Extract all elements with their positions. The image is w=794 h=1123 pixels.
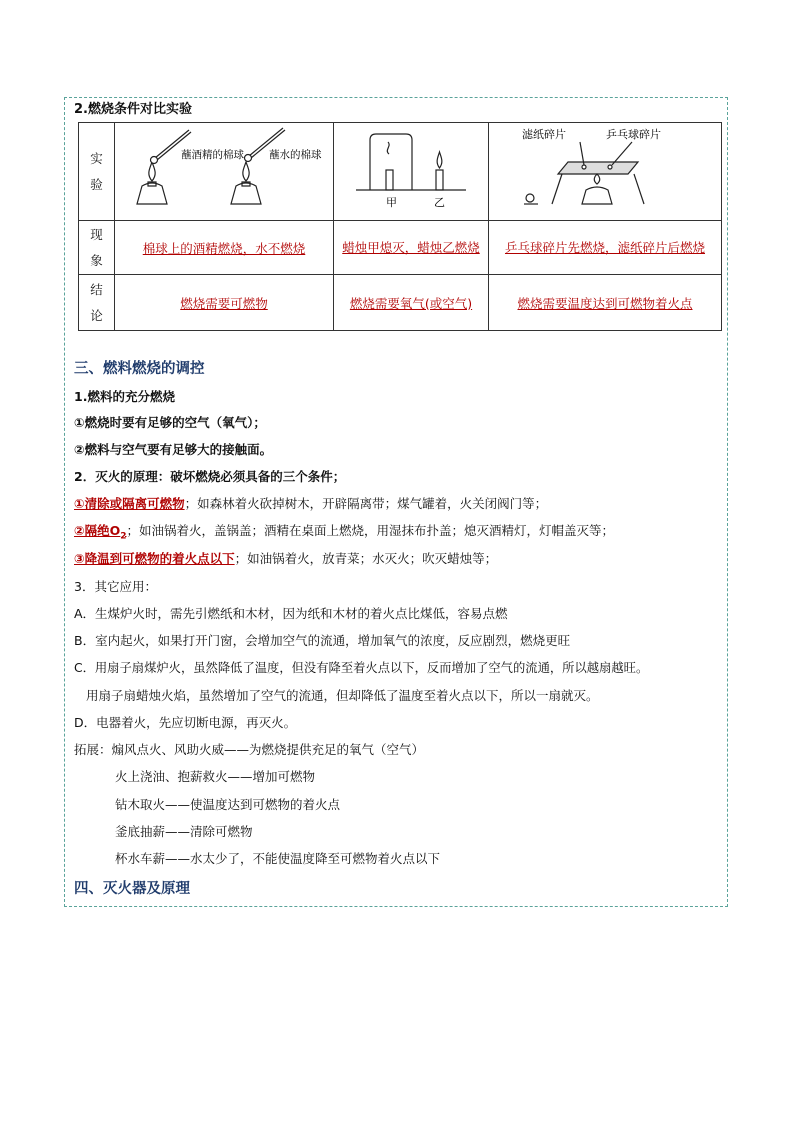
app-a: A．生煤炉火时，需先引燃纸和木材，因为纸和木材的着火点比煤低，容易点燃 bbox=[74, 606, 508, 621]
s3-p2: ①燃烧时要有足够的空气（氧气）； bbox=[74, 415, 266, 430]
extension-4: 釜底抽薪——清除可燃物 bbox=[115, 824, 253, 839]
candle-a bbox=[386, 170, 393, 190]
s3-p1: 1.燃料的充分燃烧 bbox=[74, 389, 175, 404]
lamp bbox=[582, 187, 612, 204]
smoke bbox=[387, 142, 389, 154]
copper-sheet bbox=[558, 162, 638, 174]
alcohol-lamp-2 bbox=[231, 162, 261, 204]
label-pingpong: 乒乓球碎片 bbox=[606, 128, 661, 141]
exp3-conclusion: 燃烧需要温度达到可燃物着火点 bbox=[489, 275, 722, 331]
paper-pingpong-figure bbox=[492, 124, 718, 216]
label-water-cotton: 蘸水的棉球 bbox=[269, 149, 322, 161]
method-1-key: ①清除或隔离可燃物 bbox=[74, 496, 185, 511]
exp1-image-cell bbox=[115, 123, 334, 221]
candle-b-flame bbox=[437, 152, 442, 168]
s3-p5: 3．其它应用： bbox=[74, 579, 157, 594]
extension-3: 钻木取火——使温度达到可燃物的着火点 bbox=[115, 797, 341, 812]
app-c: C．用扇子扇煤炉火，虽然降低了温度，但没有降至着火点以下，反而增加了空气的流通，所以越扇越旺。 bbox=[74, 661, 649, 675]
candle-beaker-figure bbox=[336, 124, 486, 216]
label-alcohol-cotton: 蘸酒精的棉球 bbox=[181, 149, 244, 161]
label-candle-b: 乙 bbox=[434, 196, 445, 209]
row-label-phenomenon: 现 象 bbox=[79, 221, 115, 275]
extension-5: 杯水车薪——水太少了，不能使温度降至可燃物着火点以下 bbox=[115, 851, 441, 866]
combustion-experiment-table bbox=[78, 122, 722, 331]
section2-title: 2.燃烧条件对比实验 bbox=[74, 102, 192, 117]
exp1-conclusion: 燃烧需要可燃物 bbox=[115, 275, 334, 331]
extension-1: 拓展：煽风点火、风助火威——为燃烧提供充足的氧气（空气） bbox=[74, 742, 425, 757]
row-label-experiment: 实 验 bbox=[79, 123, 115, 221]
s3-p4: 2．灭火的原理：破坏燃烧必须具备的三个条件； bbox=[74, 469, 346, 484]
exp3-image-cell bbox=[489, 123, 722, 221]
inverted-beaker bbox=[370, 134, 412, 190]
label-candle-a: 甲 bbox=[386, 196, 397, 209]
method-2-line bbox=[74, 521, 614, 542]
method-2-examples: ；如油锅着火，盖锅盖；酒精在桌面上燃烧，用湿抹布扑盖；熄灭酒精灯，灯帽盖灭等； bbox=[126, 523, 614, 538]
extension-2: 火上浇油、抱薪救火——增加可燃物 bbox=[115, 769, 316, 784]
app-b: B．室内起火，如果打开门窗，会增加空气的流通，增加氧气的浓度，反应剧烈，燃烧更旺 bbox=[74, 633, 571, 648]
method-3-key: ③降温到可燃物的着火点以下 bbox=[74, 551, 235, 566]
exp2-conclusion: 燃烧需要氧气(或空气) bbox=[334, 275, 489, 331]
label-filter-paper: 滤纸碎片 bbox=[522, 128, 566, 141]
app-d: D．电器着火，先应切断电源，再灭火。 bbox=[74, 715, 297, 730]
alcohol-water-cotton-figure bbox=[119, 124, 329, 216]
method-1-line bbox=[74, 494, 547, 512]
row-label-conclusion: 结 论 bbox=[79, 275, 115, 331]
tripod-leg bbox=[552, 174, 562, 204]
method-2-key: ②隔绝$O_2$ bbox=[74, 523, 127, 542]
exp3-phenomenon: 乒乓球碎片先燃烧，滤纸碎片后燃烧 bbox=[489, 221, 722, 275]
alcohol-lamp-1 bbox=[137, 162, 167, 204]
method-3-line bbox=[74, 549, 497, 567]
exp2-image-cell bbox=[334, 123, 489, 221]
s3-p3: ②燃料与空气要有足够大的接触面。 bbox=[74, 442, 273, 457]
method-1-examples: ；如森林着火砍掉树木，开辟隔离带；煤气罐着，火关闭阀门等； bbox=[184, 496, 548, 511]
exp1-phenomenon: 棉球上的酒精燃烧，水不燃烧 bbox=[115, 221, 334, 275]
app-c2: 用扇子扇蜡烛火焰，虽然增加了空气的流通，但却降低了温度至着火点以下，所以一扇就灭。 bbox=[86, 688, 599, 703]
section3-heading: 三、燃料燃烧的调控 bbox=[74, 361, 205, 377]
method-3-examples: ；如油锅着火，放青菜；水灭火；吹灭蜡烛等； bbox=[234, 551, 498, 566]
candle-b bbox=[436, 170, 443, 190]
section4-heading: 四、灭火器及原理 bbox=[74, 881, 190, 897]
exp2-phenomenon: 蜡烛甲熄灭，蜡烛乙燃烧 bbox=[334, 221, 489, 275]
